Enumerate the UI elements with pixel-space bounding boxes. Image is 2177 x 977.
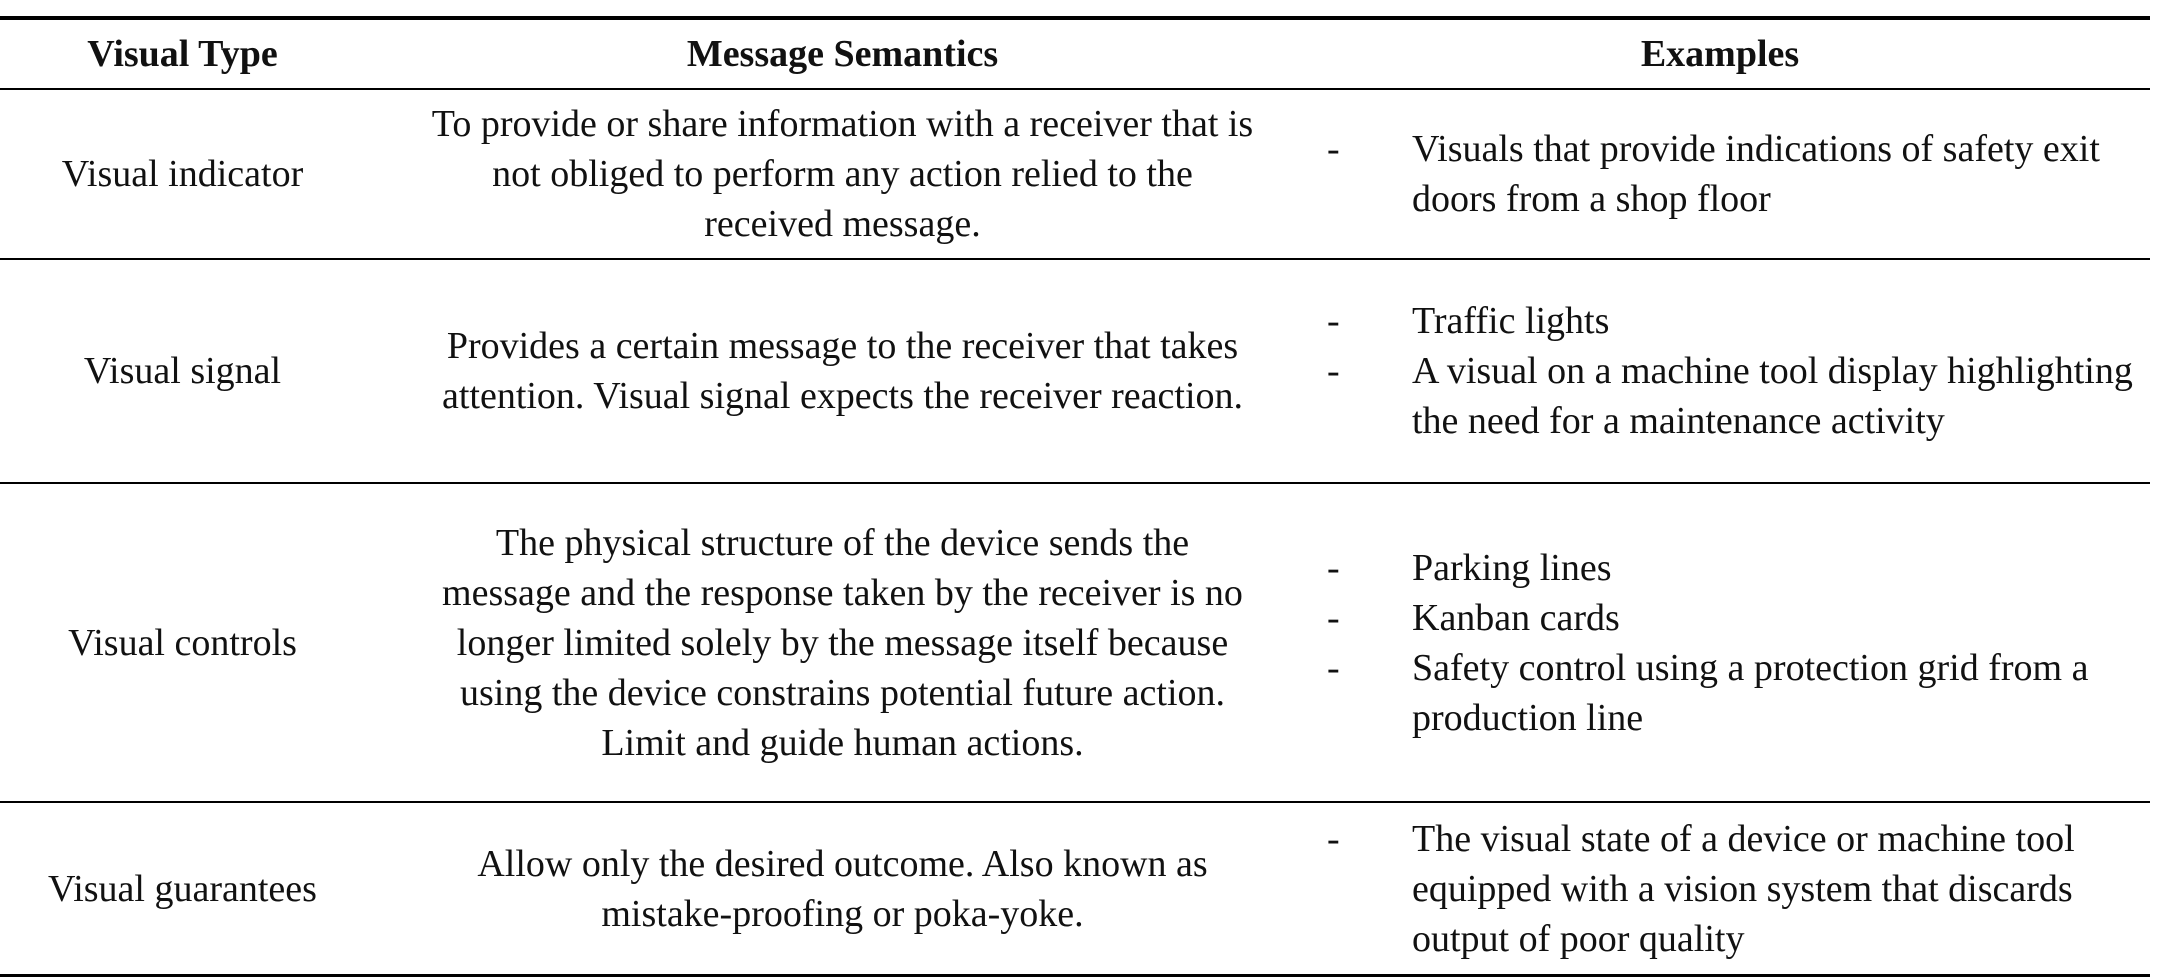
table-row xyxy=(0,90,2150,260)
example-item xyxy=(1300,814,2140,964)
examples-cell xyxy=(1300,484,2150,801)
visual-type-cell: Visual signal xyxy=(83,350,282,392)
message-semantics-cell xyxy=(365,260,1300,482)
dash-bullet-icon: - xyxy=(1327,646,1340,689)
example-item xyxy=(1300,593,2140,643)
dash-bullet-icon: - xyxy=(1327,300,1340,342)
message-semantics-cell xyxy=(365,484,1300,801)
example-text: The visual state of a device or machine tool equipped with a vision system that discards output of poor quality xyxy=(1412,817,2075,960)
table-row xyxy=(0,803,2150,974)
header-message-semantics: Message Semantics xyxy=(686,33,999,75)
message-semantics-text: The physical structure of the device sends the message and the response taken by the receiver is no longer limited solely by the message itself because using the device constrains potential future action. Limit and guide human actions. xyxy=(442,521,1243,764)
example-text: A visual on a machine tool display highlighting the need for a maintenance activity xyxy=(1412,350,2133,442)
table-row xyxy=(0,260,2150,484)
example-item xyxy=(1300,346,2140,446)
visual-type-cell: Visual guarantees xyxy=(48,867,317,910)
visual-type-cell: Visual controls xyxy=(68,621,297,664)
examples-cell xyxy=(1300,260,2150,482)
examples-cell xyxy=(1300,803,2150,974)
message-semantics-text: To provide or share information with a receiver that is not obliged to perform any action relied to the received message. xyxy=(431,103,1254,245)
dash-bullet-icon: - xyxy=(1327,350,1340,392)
example-text: Parking lines xyxy=(1412,546,1612,589)
message-semantics-text: Provides a certain message to the receiver that takes attention. Visual signal expects the receiver reaction. xyxy=(441,325,1244,417)
header-visual-type: Visual Type xyxy=(87,33,278,75)
visual-type-cell: Visual indicator xyxy=(61,153,304,195)
dash-bullet-icon: - xyxy=(1327,596,1340,639)
message-semantics-cell xyxy=(365,90,1300,258)
visual-types-table xyxy=(0,16,2150,977)
dash-bullet-icon: - xyxy=(1327,546,1340,589)
example-item xyxy=(1300,643,2140,743)
example-text: Safety control using a protection grid from a production line xyxy=(1412,646,2089,739)
examples-cell xyxy=(1300,90,2150,258)
dash-bullet-icon: - xyxy=(1327,128,1340,170)
example-text: Visuals that provide indications of safety exit doors from a shop floor xyxy=(1412,128,2100,220)
example-text: Traffic lights xyxy=(1412,300,1610,342)
dash-bullet-icon: - xyxy=(1327,817,1340,860)
message-semantics-cell xyxy=(365,803,1300,974)
table-row xyxy=(0,484,2150,803)
example-item xyxy=(1300,543,2140,593)
example-text: Kanban cards xyxy=(1412,596,1620,639)
table-header-row xyxy=(0,20,2150,90)
message-semantics-text: Allow only the desired outcome. Also known as mistake-proofing or poka-yoke. xyxy=(477,842,1208,935)
example-item xyxy=(1300,296,2140,346)
example-item xyxy=(1300,124,2140,224)
header-examples: Examples xyxy=(1640,33,1800,75)
